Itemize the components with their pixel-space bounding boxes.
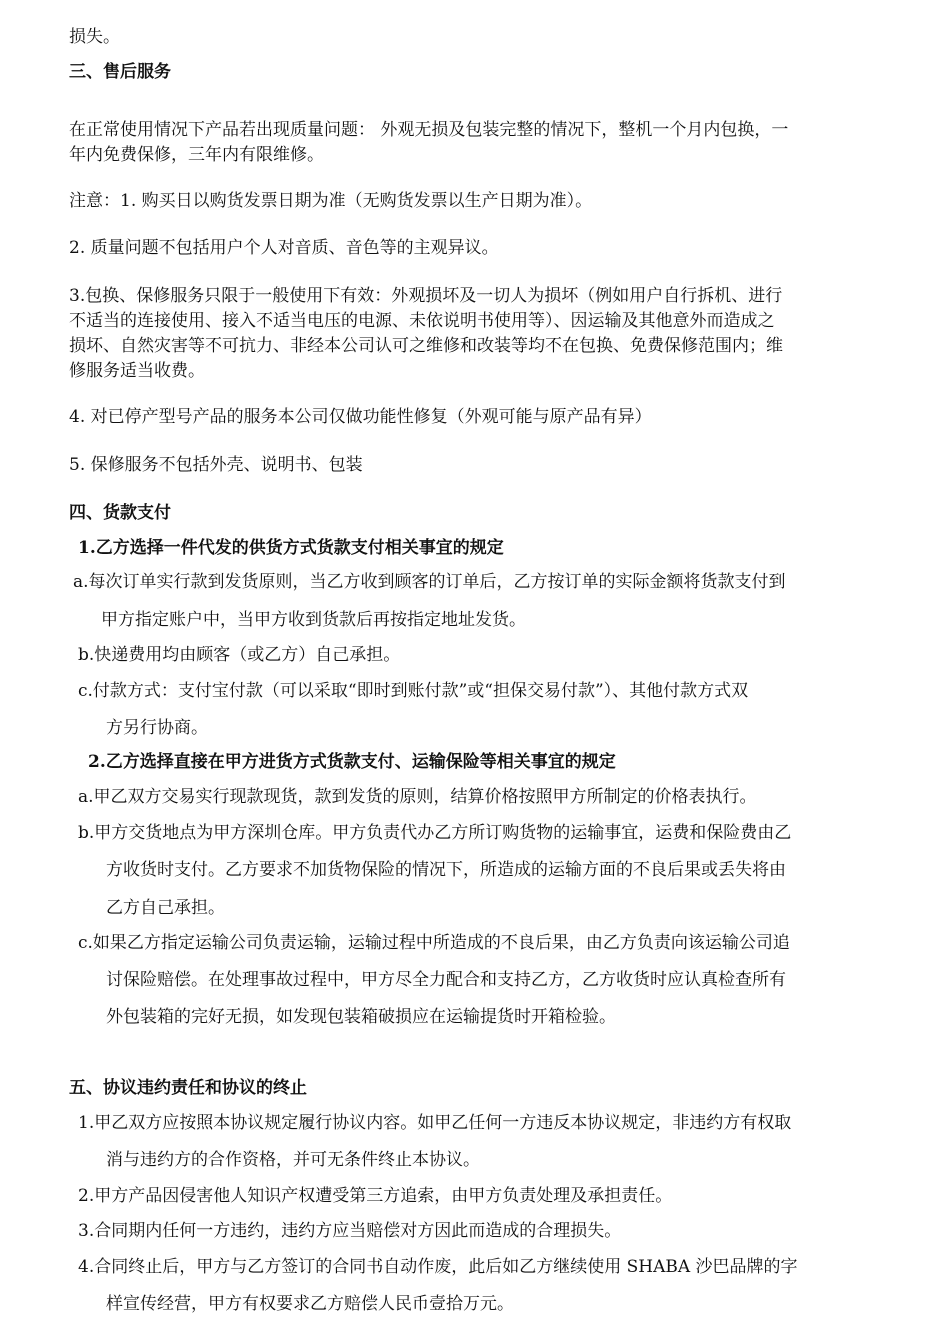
text-line: 在正常使用情况下产品若出现质量问题： 外观无损及包装完整的情况下，整机一个月内包换，一 [69,120,789,140]
text-line: 4.合同终止后，甲方与乙方签订的合同书自动作废，此后如乙方继续使用 SHABA 沙巴品牌的字 [78,1257,798,1277]
text-line: 2.甲方产品因侵害他人知识产权遭受第三方追索，由甲方负责处理及承担责任。 [78,1186,673,1206]
text-line: 讨保险赔偿。在处理事故过程中，甲方尽全力配合和支持乙方，乙方收货时应认真检查所有 [106,970,786,990]
text-line: 损失。 [69,27,120,47]
text-line: 甲方指定账户中，当甲方收到货款后再按指定地址发货。 [101,610,526,630]
text-line: 5. 保修服务不包括外壳、说明书、包装 [69,455,363,475]
text-line: 1.甲乙双方应按照本协议规定履行协议内容。如甲乙任何一方违反本协议规定，非违约方有权取 [78,1113,792,1133]
section-heading: 五、协议违约责任和协议的终止 [69,1078,307,1098]
section-heading: 三、售后服务 [69,62,171,82]
text-line: a.每次订单实行款到发货原则，当乙方收到顾客的订单后，乙方按订单的实际金额将货款支付到 [73,572,786,592]
text-line: b.甲方交货地点为甲方深圳仓库。甲方负责代办乙方所订购货物的运输事宜，运费和保险费由乙 [78,823,792,843]
text-line: 消与违约方的合作资格，并可无条件终止本协议。 [106,1150,480,1170]
text-line: c.如果乙方指定运输公司负责运输，运输过程中所造成的不良后果，由乙方负责向该运输公司追 [78,933,790,953]
text-line: 3.合同期内任何一方违约，违约方应当赔偿对方因此而造成的合理损失。 [78,1221,622,1241]
text-line: 2. 质量问题不包括用户个人对音质、音色等的主观异议。 [69,238,499,258]
text-line: 不适当的连接使用、接入不适当电压的电源、未依说明书使用等）、因运输及其他意外而造成之 [69,311,775,331]
subsection-heading: 2.乙方选择直接在甲方进货方式货款支付、运输保险等相关事宜的规定 [88,752,616,772]
text-line: 3.包换、保修服务只限于一般使用下有效：外观损坏及一切人为损坏（例如用户自行拆机、进行 [69,286,783,306]
text-line: b.快递费用均由顾客（或乙方）自己承担。 [78,645,401,665]
text-line: a.甲乙双方交易实行现款现货，款到发货的原则，结算价格按照甲方所制定的价格表执行。 [78,787,757,807]
text-line: 损坏、自然灾害等不可抗力、非经本公司认可之维修和改装等均不在包换、免费保修范围内；维 [69,336,783,356]
subsection-heading: 1.乙方选择一件代发的供货方式货款支付相关事宜的规定 [78,538,504,558]
text-line: 方另行协商。 [106,718,208,738]
text-line: 样宣传经营，甲方有权要求乙方赔偿人民币壹拾万元。 [106,1294,514,1314]
text-line: 外包装箱的完好无损，如发现包装箱破损应在运输提货时开箱检验。 [106,1007,616,1027]
text-line: 修服务适当收费。 [69,361,205,381]
text-line: 年内免费保修，三年内有限维修。 [69,145,324,165]
text-line: 4. 对已停产型号产品的服务本公司仅做功能性修复（外观可能与原产品有异） [69,407,652,427]
section-heading: 四、货款支付 [69,503,171,523]
text-line: 方收货时支付。乙方要求不加货物保险的情况下，所造成的运输方面的不良后果或丢失将由 [106,860,786,880]
text-line: 注意：1. 购买日以购货发票日期为准（无购货发票以生产日期为准）。 [69,191,593,211]
text-line: 乙方自己承担。 [106,898,225,918]
text-line: c.付款方式：支付宝付款（可以采取“即时到账付款”或“担保交易付款”）、其他付款方式双 [78,681,749,701]
